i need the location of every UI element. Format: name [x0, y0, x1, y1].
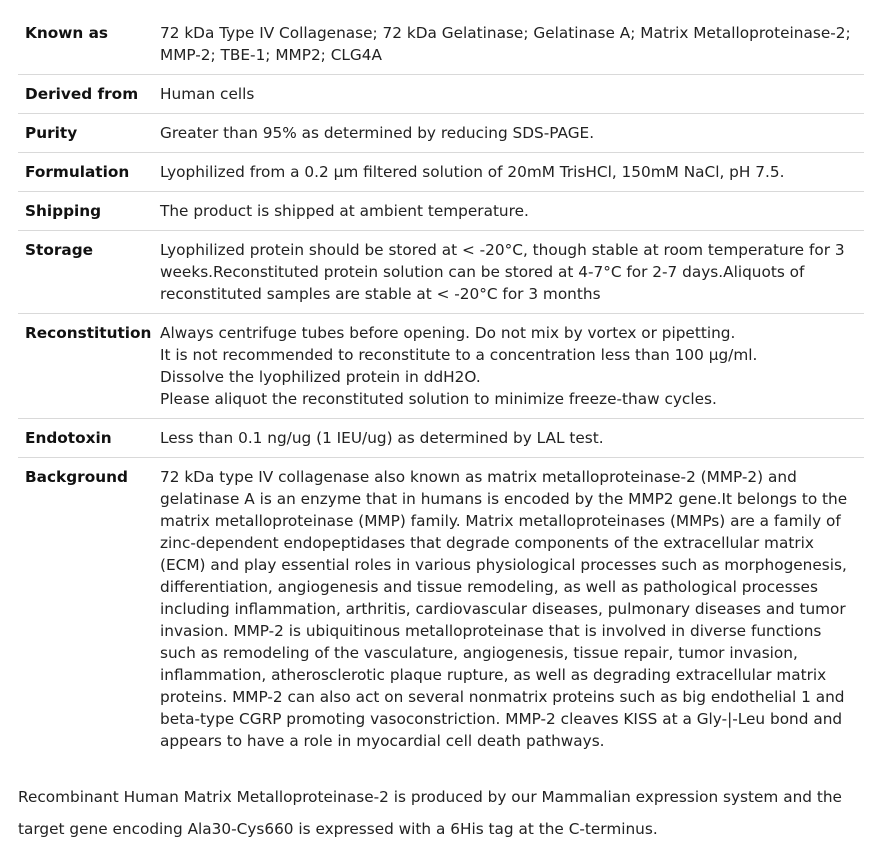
spec-row-purity	[18, 114, 864, 153]
row-label: Endotoxin	[18, 419, 160, 458]
row-label: Shipping	[18, 192, 160, 231]
spec-row-endotoxin	[18, 419, 864, 458]
value-line: Lyophilized from a 0.2 μm filtered solution of 20mM TrisHCl, 150mM NaCl, pH 7.5.	[160, 163, 785, 181]
spec-row-reconstitution	[18, 314, 864, 419]
spec-row-derived-from	[18, 75, 864, 114]
spec-row-known-as	[18, 14, 864, 75]
spec-row-shipping	[18, 192, 864, 231]
row-value	[160, 192, 864, 231]
value-line: Lyophilized protein should be stored at < -20°C, though stable at room temperature for 3 weeks.Reconstituted protein solution can be stored at 4-7°C for 2-7 days.Aliquots of reconstituted samples are stable at < -20°C for 3 months	[160, 241, 845, 303]
row-label: Reconstitution	[18, 314, 160, 419]
row-value	[160, 231, 864, 314]
value-line: Less than 0.1 ng/ug (1 IEU/ug) as determined by LAL test.	[160, 429, 604, 447]
spec-row-background	[18, 458, 864, 761]
row-value	[160, 419, 864, 458]
row-value	[160, 14, 864, 75]
row-value	[160, 153, 864, 192]
value-line: Human cells	[160, 85, 255, 103]
product-description: Recombinant Human Matrix Metalloproteinase-2 is produced by our Mammalian expression system and the target gene encoding Ala30-Cys660 is expressed with a 6His tag at the C-terminus.	[18, 788, 842, 838]
row-label: Purity	[18, 114, 160, 153]
row-label: Derived from	[18, 75, 160, 114]
row-label: Background	[25, 468, 128, 486]
row-value	[160, 75, 864, 114]
row-value	[160, 458, 864, 761]
row-label: Storage	[18, 231, 160, 314]
spec-row-formulation	[18, 153, 864, 192]
value-line: Dissolve the lyophilized protein in ddH2O.	[160, 368, 481, 386]
value-line: 72 kDa Type IV Collagenase; 72 kDa Gelatinase; Gelatinase A; Matrix Metalloproteinase-2; MMP-2; TBE-1; MMP2; CLG4A	[160, 24, 851, 64]
value-line: Greater than 95% as determined by reducing SDS-PAGE.	[160, 124, 595, 142]
spec-row-storage	[18, 231, 864, 314]
row-value	[160, 314, 864, 419]
value-line: It is not recommended to reconstitute to a concentration less than 100 μg/ml.	[160, 346, 758, 364]
row-label: Formulation	[18, 153, 160, 192]
value-line: Please aliquot the reconstituted solution to minimize freeze-thaw cycles.	[160, 390, 717, 408]
value-line: Always centrifuge tubes before opening. Do not mix by vortex or pipetting.	[160, 324, 736, 342]
row-value	[160, 114, 864, 153]
row-label: Known as	[18, 14, 160, 75]
value-line: 72 kDa type IV collagenase also known as matrix metalloproteinase-2 (MMP-2) and gelatinase A is an enzyme that in humans is encoded by the MMP2 gene.It belongs to the matrix metalloproteinase (MMP) family. Matrix metalloproteinases (MMPs) are a family of zinc-dependent endopeptidases that degrade components of the extracellular matrix (ECM) and play essential roles in various physiological processes such as morphogenesis, differentiation, angiogenesis and tissue remodeling, as well as pathological processes including inflammation, arthritis, cardiovascular diseases, pulmonary diseases and tumor invasion. MMP-2 is ubiquitinous metalloproteinase that is involved in diverse functions such as remodeling of the vasculature, angiogenesis, tissue repair, tumor invasion, inflammation, atherosclerotic plaque rupture, as well as degrading extracellular matrix proteins. MMP-2 can also act on several nonmatrix proteins such as big endothelial 1 and beta-type CGRP promoting vasoconstriction. MMP-2 cleaves KISS at a Gly-|-Leu bond and appears to have a role in myocardial cell death pathways.	[160, 468, 848, 750]
product-spec-table	[18, 14, 864, 760]
value-line: The product is shipped at ambient temperature.	[160, 202, 529, 220]
